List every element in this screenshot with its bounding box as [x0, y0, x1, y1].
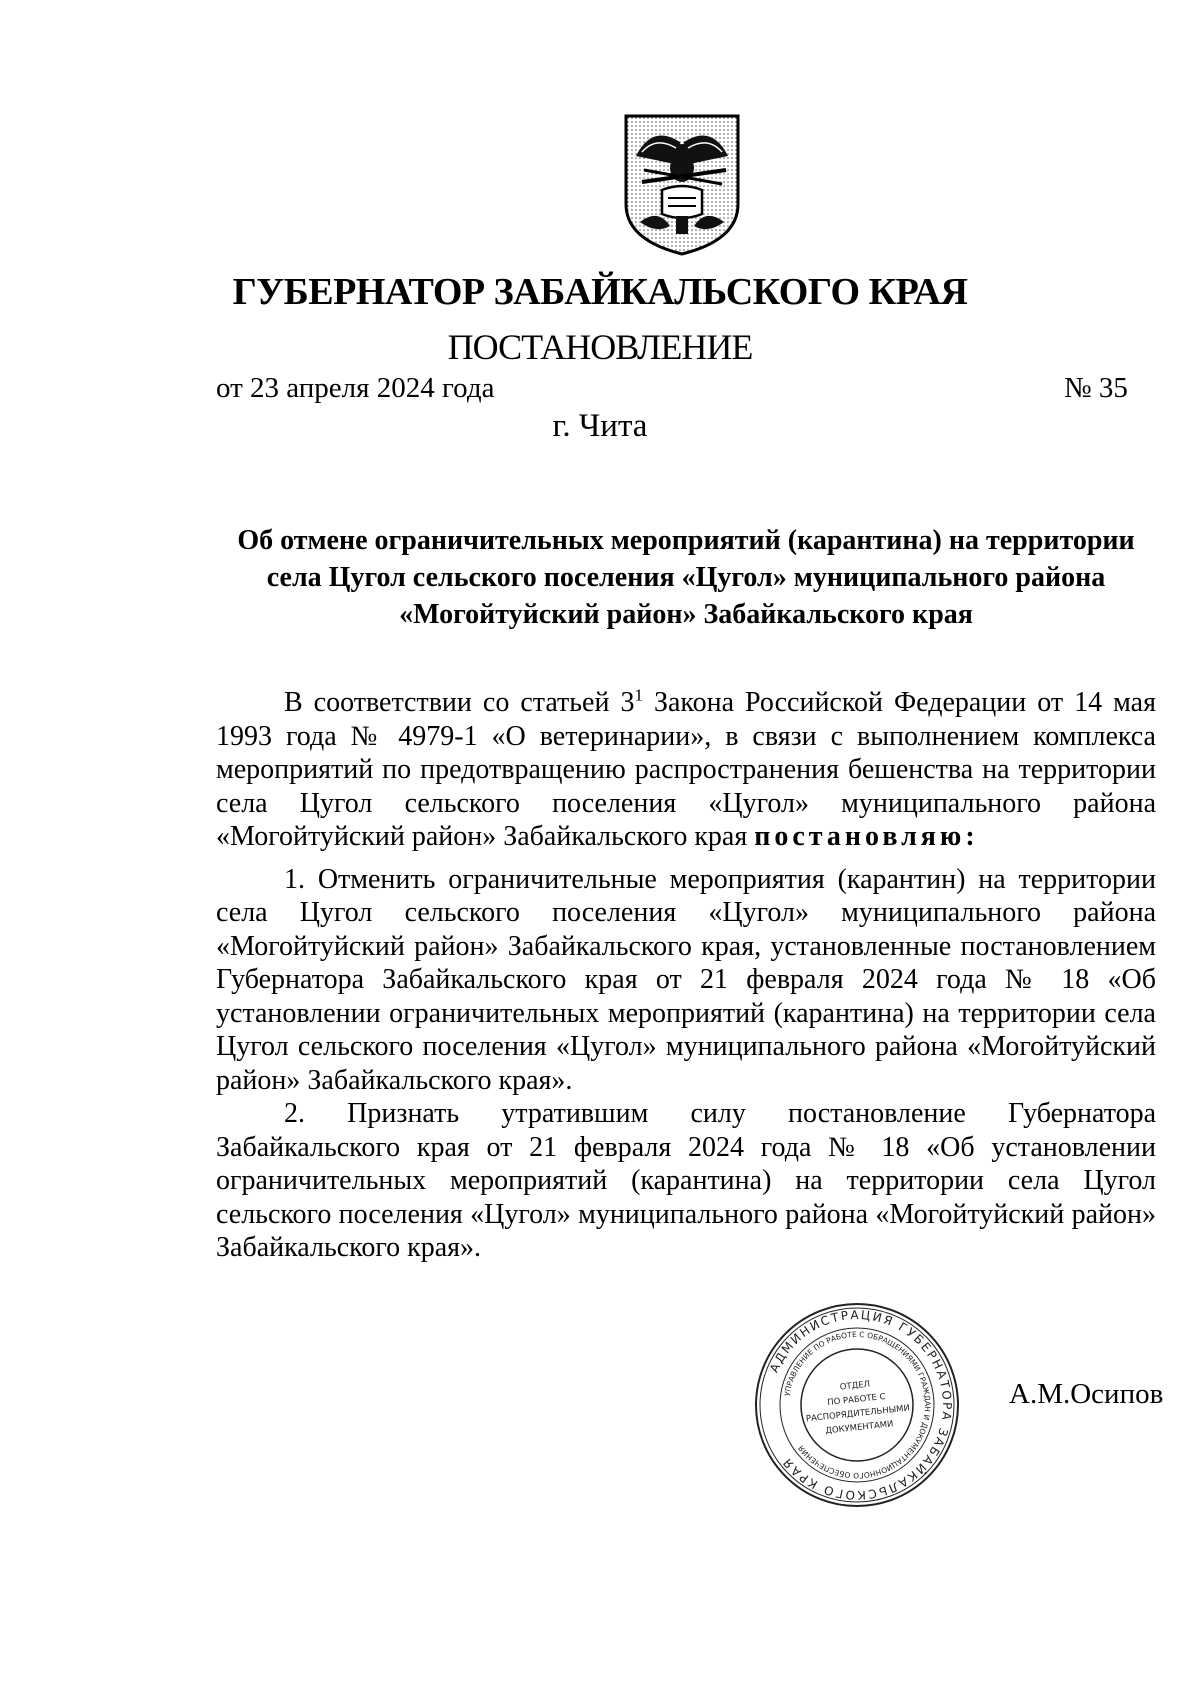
document-city: г. Чита — [552, 408, 648, 444]
coat-of-arms-icon — [622, 112, 742, 258]
stamp-center-line: ОТДЕЛ — [839, 1379, 871, 1393]
stamp-center-line: ДОКУМЕНТАМИ — [824, 1419, 894, 1437]
clause-2: 2. Признать утратившим силу постановление Губернатора Забайкальского края от 21 февраля 2024 года № 18 «Об установлении ограничительных мероприятий (карантина) на территории села Цугол сельского поселения «Цугол» муниципального района «Могойтуйский район» Забайкальского края». — [216, 1098, 1156, 1263]
document-date: от 23 апреля 2024 года — [216, 372, 495, 404]
official-stamp-icon — [752, 1300, 962, 1510]
document-type: ПОСТАНОВЛЕНИЕ — [447, 327, 753, 367]
resolution-verb: постановляю: — [754, 821, 979, 852]
preamble-paragraph — [216, 686, 1156, 854]
preamble-text-a: В соответствии со статьей 3 — [284, 687, 635, 718]
svg-text:УПРАВЛЕНИЕ ПО РАБОТЕ С ОБРАЩЕН — [783, 1330, 932, 1480]
subject-line: села Цугол сельского поселения «Цугол» муниципального района — [266, 562, 1106, 593]
preamble-text-b: Закона Российской Федерации от 14 мая 1993 года № 4979-1 «О ветеринарии», в связи с выполнением комплекса мероприятий по предотвращению распространения бешенства на территории села Цугол сельского поселения «Цугол» муниципального района «Могойтуйский район» Забайкальского края — [216, 687, 1156, 852]
stamp-inner-ring-text: УПРАВЛЕНИЕ ПО РАБОТЕ С ОБРАЩЕНИЯМИ ГРАЖДАН И ДОКУМЕНТАЦИОННОГО ОБЕСПЕЧЕНИЯ — [782, 1329, 933, 1481]
signer-name: А.М.Осипов — [1009, 1378, 1164, 1410]
document-number: № 35 — [1064, 372, 1128, 404]
subject-line: Об отмене ограничительных мероприятий (карантина) на территории — [237, 525, 1135, 556]
subject-line: «Могойтуйский район» Забайкальского края — [399, 599, 973, 630]
stamp-center-line: РАСПОРЯДИТЕЛЬНЫМИ — [805, 1403, 911, 1425]
stamp-ring-text: АДМИНИСТРАЦИЯ ГУБЕРНАТОРА ЗАБАЙКАЛЬСКОГО КРАЯ — [766, 1307, 955, 1503]
stamp-center-line: ПО РАБОТЕ С — [826, 1391, 887, 1409]
issuer-title: ГУБЕРНАТОР ЗАБАЙКАЛЬСКОГО КРАЯ — [232, 271, 968, 313]
article-superscript: 1 — [634, 685, 643, 705]
clause-1: 1. Отменить ограничительные мероприятия (карантин) на территории села Цугол сельского поселения «Цугол» муниципального района «Могойтуйский район» Забайкальского края, установленные постановлением Губернатора Забайкальского края от 21 февраля 2024 года № 18 «Об установлении ограничительных мероприятий (карантина) на территории села Цугол сельского поселения «Цугол» муниципального района «Могойтуйский район» Забайкальского края». — [216, 863, 1156, 1096]
document-body — [216, 686, 1156, 1274]
document-subject — [216, 522, 1156, 633]
